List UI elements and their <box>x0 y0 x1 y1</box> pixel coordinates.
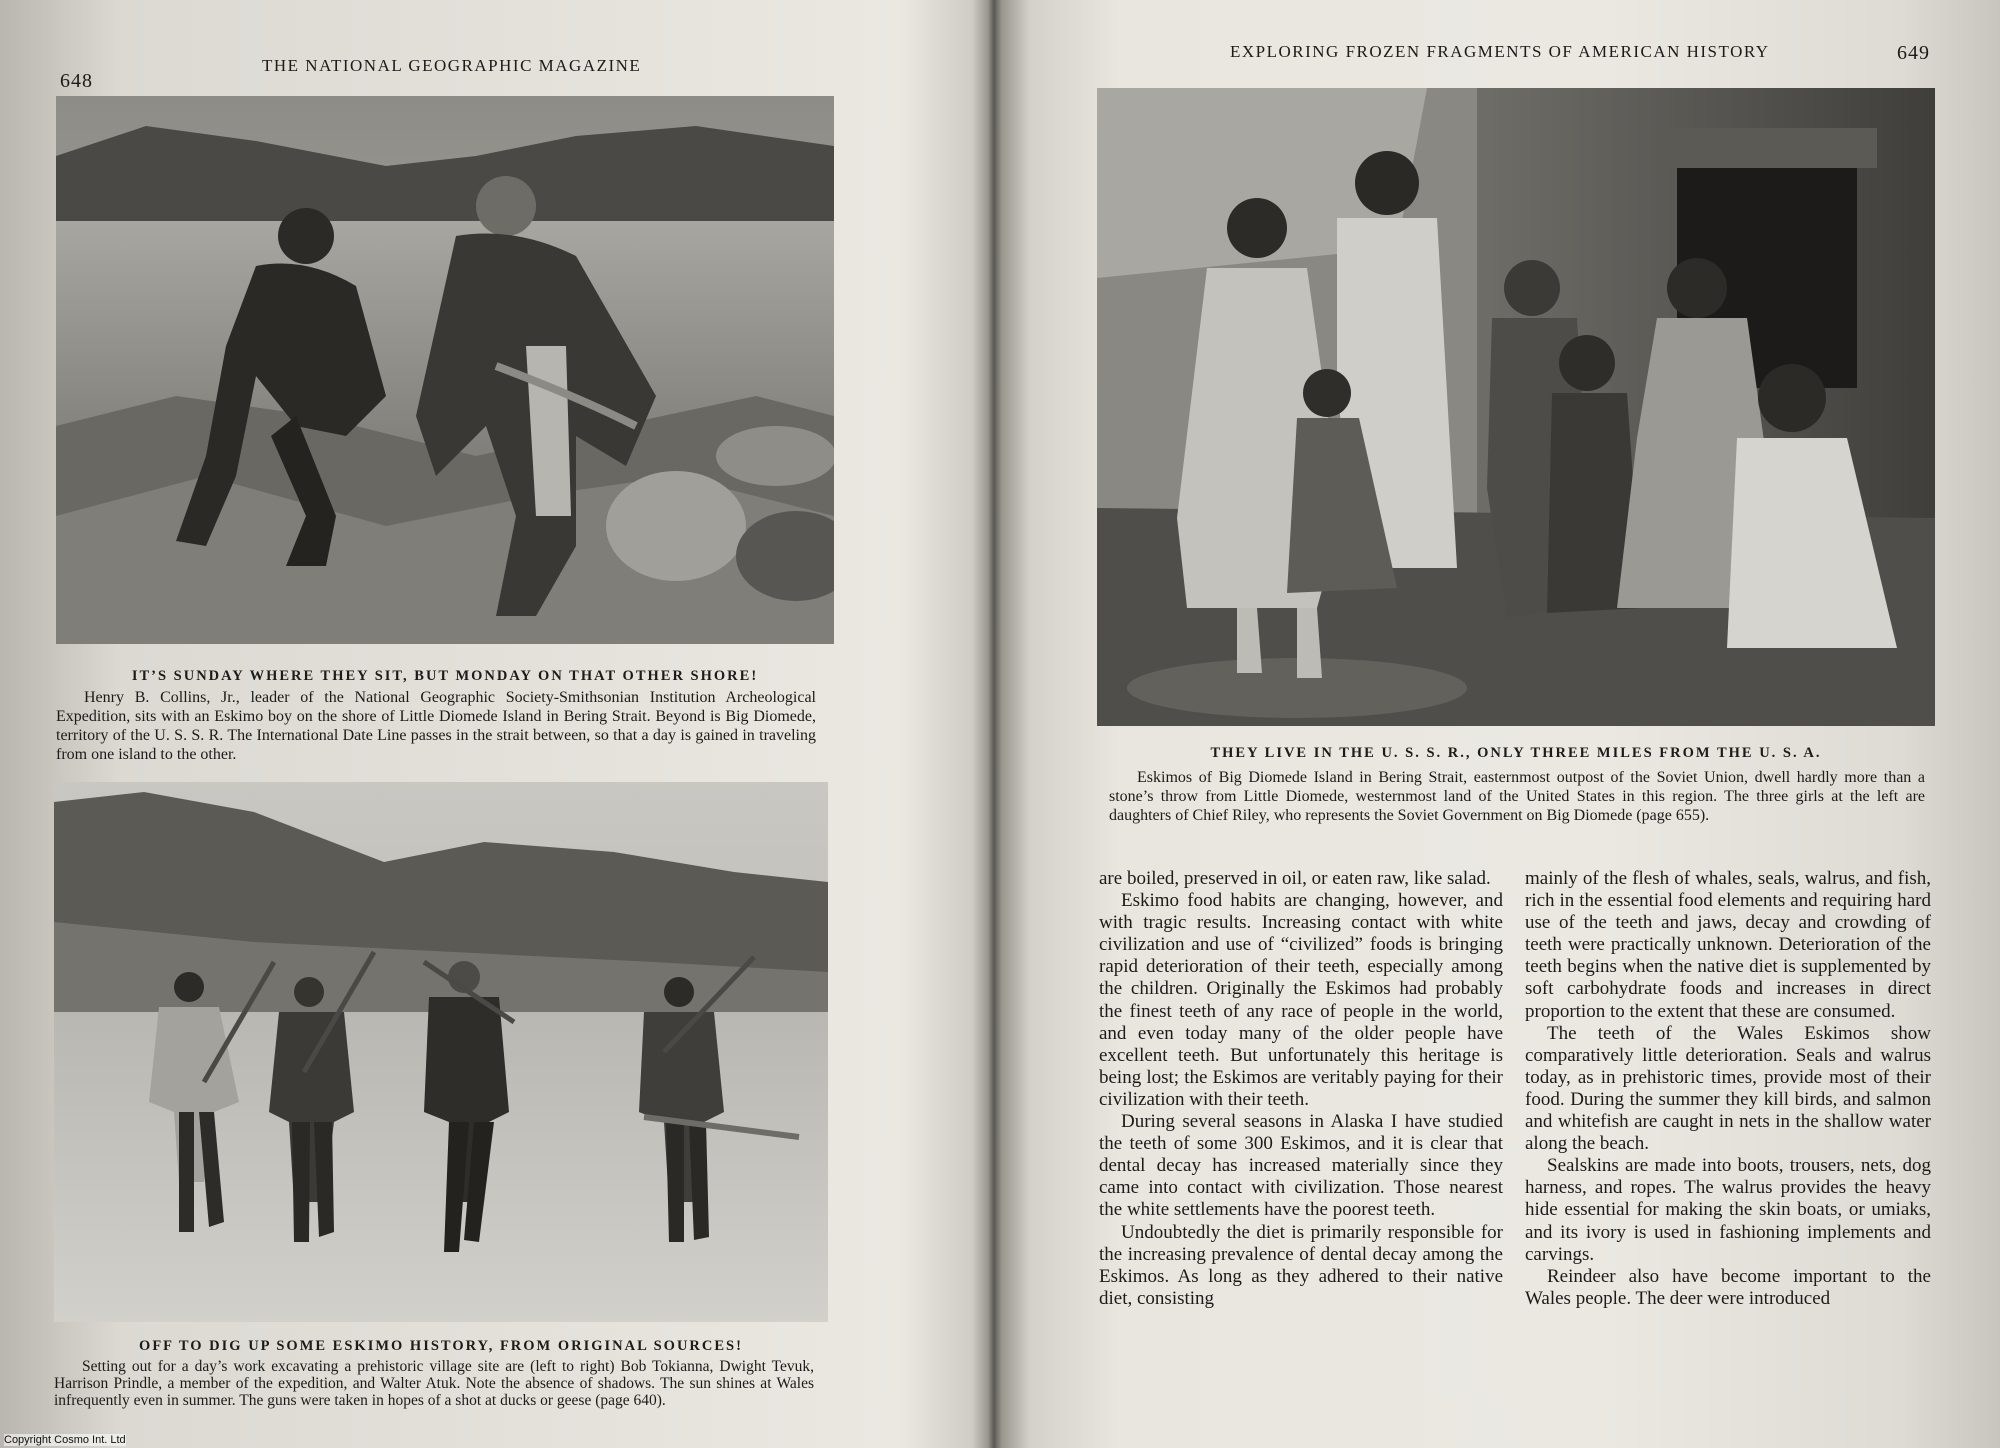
text-column-right <box>1525 868 1931 1310</box>
paragraph: During several seasons in Alaska I have studied the teeth of some 300 Eskimos, and it is clear that dental decay has increased materially since they came into contact with civilization. Those nearest the white settlements have the poorest teeth. <box>1099 1111 1503 1221</box>
page-number: 649 <box>1897 42 1930 64</box>
photo-collins-and-boy <box>56 96 834 644</box>
running-head: EXPLORING FROZEN FRAGMENTS OF AMERICAN HISTORY <box>1230 42 1770 61</box>
copyright-watermark: Copyright Cosmo Int. Ltd <box>4 1434 126 1446</box>
paragraph: Reindeer also have become important to the Wales people. The deer were introduced <box>1525 1265 1931 1309</box>
paragraph: are boiled, preserved in oil, or eaten raw, like salad. <box>1099 868 1491 889</box>
photo-expedition-walking-image <box>54 782 828 1322</box>
text-column-left <box>1099 868 1503 1310</box>
paragraph: Sealskins are made into boots, trousers, nets, dog harness, and ropes. The walrus provides the heavy hide essential for making the skin boats, or umiaks, and its ivory is used in fashioning implements and carvings. <box>1525 1155 1931 1265</box>
paragraph: Eskimo food habits are changing, however, and with tragic results. Increasing contact with white civilization and use of “civilized” foods is bringing rapid deterioration of their teeth, especially among the children. Originally the Eskimos had probably the finest teeth of any race of people in the world, and even today many of the older people have excellent teeth. But unfortunately this heritage is being lost; the Eskimos are veritably paying for their civilization with their teeth. <box>1099 890 1503 1110</box>
photo2-caption-title: OFF TO DIG UP SOME ESKIMO HISTORY, FROM ORIGINAL SOURCES! <box>139 1338 743 1354</box>
left-page <box>0 0 985 1448</box>
photo1-caption-body: Henry B. Collins, Jr., leader of the National Geographic Society-Smithsonian Institution Archeological Expedition, sits with an Eskimo boy on the shore of Little Diomede Island in Bering Strait. Beyond is Big Diomede, territory of the U. S. S. R. The International Date Line passes in the strait between, so that a day is gained in traveling from one island to the other. <box>56 689 816 763</box>
photo-big-diomede-family-image <box>1097 88 1935 726</box>
photo-expedition-walking <box>54 782 828 1322</box>
page-number: 648 <box>60 70 93 92</box>
right-page <box>1015 0 2000 1448</box>
paragraph: mainly of the flesh of whales, seals, walrus, and fish, rich in the essential food elements and requiring hard use of the teeth and jaws, decay and crowding of teeth were practically unknown. Deterioration of the teeth begins when the native diet is supplemented by soft carbohydrate foods and increases in direct proportion to the extent that these are consumed. <box>1525 868 1931 1022</box>
photo-caption-title: THEY LIVE IN THE U. S. S. R., ONLY THREE MILES FROM THE U. S. A. <box>1210 745 1822 761</box>
photo-collins-and-boy-image <box>56 96 834 644</box>
paragraph: Undoubtedly the diet is primarily responsible for the increasing prevalence of dental decay among the Eskimos. As long as they adhered to their native diet, consisting <box>1099 1221 1503 1309</box>
photo1-caption-title: IT’S SUNDAY WHERE THEY SIT, BUT MONDAY ON THAT OTHER SHORE! <box>131 668 759 684</box>
photo-caption-body: Eskimos of Big Diomede Island in Bering Strait, easternmost outpost of the Soviet Union, dwell hardly more than a stone’s throw from Little Diomede, westernmost land of the United States in this region. The three girls at the left are daughters of Chief Riley, who represents the Soviet Government on Big Diomede (page 655). <box>1109 769 1925 824</box>
paragraph: The teeth of the Wales Eskimos show comparatively little deterioration. Seals and walrus today, as in prehistoric times, provide most of their food. During the summer they kill birds, and salmon and whitefish are caught in nets in the shallow water along the beach. <box>1525 1022 1931 1155</box>
photo2-caption-body: Setting out for a day’s work excavating a prehistoric village site are (left to right) Bob Tokianna, Dwight Tevuk, Harrison Prindle, a member of the expedition, and Walter Atuk. Note the absence of shadows. The sun shines at Wales infrequently even in summer. The guns were taken in hopes of a shot at ducks or geese (page 640). <box>54 1358 814 1409</box>
running-head: THE NATIONAL GEOGRAPHIC MAGAZINE <box>262 56 642 75</box>
photo-big-diomede-family <box>1097 88 1935 726</box>
